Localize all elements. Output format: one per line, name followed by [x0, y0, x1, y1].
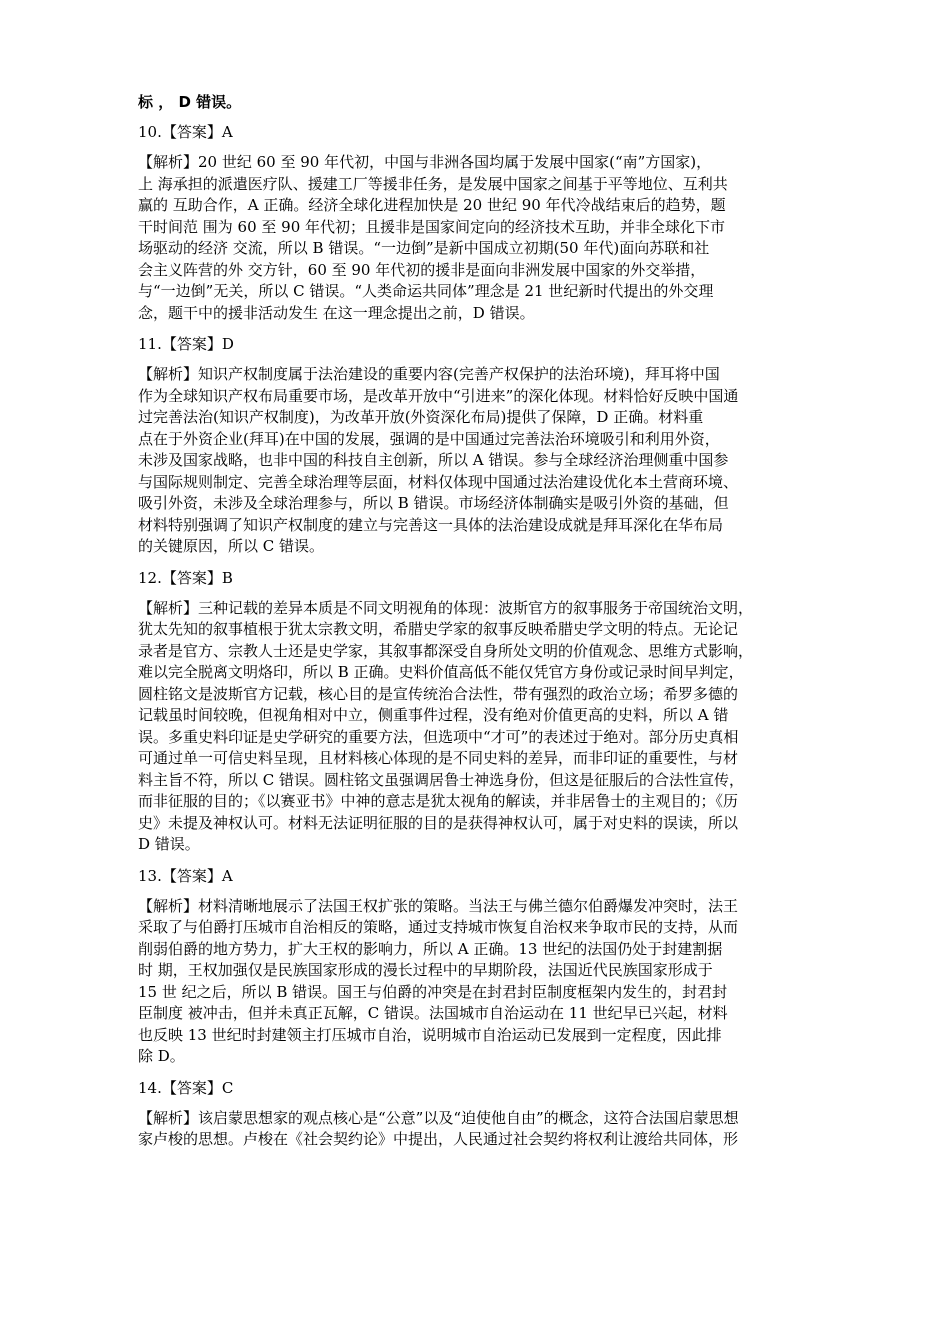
text-line: 会主义阵营的外 交方针，60 至 90 年代初的援非是面向非洲发展中国家的外交举措，: [138, 260, 706, 279]
text-line: 而非征服的目的；《以赛亚书》中神的意志是犹太视角的解读，并非居鲁士的主观目的；《历: [138, 792, 739, 810]
answer-heading: 11.【答案】D: [138, 335, 234, 353]
text-line: 录者是官方、宗教人士还是史学家，其叙事都深受自身所处文明的价值观念、思维方式影响，: [138, 641, 754, 660]
analysis-paragraph: [138, 598, 814, 856]
text-line: 过完善法治(知识产权制度)，为改革开放(外资深化布局)提供了保障，D 正确。材料重: [138, 408, 704, 426]
text-line: D 错误。: [138, 835, 200, 853]
text-line: 与“一边倒”无关，所以 C 错误。“人类命运共同体”理念是 21 世纪新时代提出的外交理: [138, 282, 714, 300]
text-line: 犹太先知的叙事植根于犹太宗教文明，希腊史学家的叙事反映希腊史学文明的特点。无论记: [138, 620, 739, 638]
text-line: 15 世 纪之后，所以 B 错误。国王与伯爵的冲突是在封君封臣制度框架内发生的，封君封: [138, 982, 728, 1001]
text-line: 【解析】三种记载的差异本质是不同文明视角的体现：波斯官方的叙事服务于帝国统治文明，: [138, 598, 754, 617]
analysis-paragraph: [138, 896, 814, 1068]
text-line: 【解析】该启蒙思想家的观点核心是“公意”以及“迫使他自由”的概念，这符合法国启蒙思想: [138, 1108, 739, 1127]
text-line: 上 海承担的派遣医疗队、援建工厂等援非任务，是发展中国家之间基于平等地位、互利共: [138, 174, 728, 193]
text-line: 赢的 互助合作，A 正确。经济全球化进程加快是 20 世纪 90 年代冷战结束后的趋势，题: [138, 196, 726, 214]
text-line: 材料特别强调了知识产权制度的建立与完善这一具体的法治建设成就是拜耳深化在华布局: [138, 515, 724, 534]
text-line: 也反映 13 世纪时封建领主打压城市自治，说明城市自治运动已发展到一定程度，因此排: [138, 1025, 722, 1044]
question-11: [138, 334, 814, 558]
text-line: 场驱动的经济 交流，所以 B 错误。“一边倒”是新中国成立初期(50 年代)面向苏联和社: [138, 239, 710, 257]
text-line: 史》未提及神权认可。材料无法证明征服的目的是获得神权认可，属于对史料的误读，所以: [138, 813, 739, 832]
text-line: 家卢梭的思想。卢梭在《社会契约论》中提出，人民通过社会契约将权利让渡给共同体，形: [138, 1130, 739, 1148]
text-line: 的关键原因，所以 C 错误。: [138, 537, 325, 555]
question-12: [138, 568, 814, 856]
text-line: 时 期，王权加强仅是民族国家形成的漫长过程中的早期阶段，法国近代民族国家形成于: [138, 961, 713, 979]
document-page: [138, 92, 814, 1161]
text-line: 与国际规则制定、完善全球治理等层面，材料仅体现中国通过法治建设优化本土营商环境、: [138, 472, 739, 491]
analysis-paragraph: [138, 1108, 814, 1151]
text-line: 念，题干中的援非活动发生 在这一理念提出之前，D 错误。: [138, 303, 535, 322]
answer-heading: 12.【答案】B: [138, 568, 233, 587]
text-line: 削弱伯爵的地方势力，扩大王权的影响力，所以 A 正确。13 世纪的法国仍处于封建割据: [138, 939, 723, 958]
question-10: [138, 122, 814, 324]
text-line: 误。多重史料印证是史学研究的重要方法，但选项中“才可”的表述过于绝对。部分历史真相: [138, 727, 739, 746]
analysis-paragraph: [138, 364, 814, 558]
text-line: 难以完全脱离文明烙印，所以 B 正确。史料价值高低不能仅凭官方身份或记录时间早判定，: [138, 663, 744, 681]
text-line: 记载虽时间较晚，但视角相对中立，侧重事件过程，没有绝对价值更高的史料，所以 A 错: [138, 706, 729, 724]
text-line: 采取了与伯爵打压城市自治相反的策略，通过支持城市恢复自治权来争取市民的支持，从而: [138, 918, 739, 936]
text-line: 干时间范 围为 60 至 90 年代初；且援非是国家间定向的经济技术互助，并非全球化下市: [138, 217, 726, 236]
text-line: 臣制度 被冲击，但并未真正瓦解，C 错误。法国城市自治运动在 11 世纪早已兴起，材料: [138, 1004, 728, 1022]
analysis-paragraph: [138, 152, 814, 324]
text-line: 【解析】20 世纪 60 至 90 年代初，中国与非洲各国均属于发展中国家(“南”方国家)，: [138, 153, 712, 171]
text-line: 【解析】材料清晰地展示了法国王权扩张的策略。当法王与佛兰德尔伯爵爆发冲突时，法王: [138, 896, 739, 915]
previous-answer-tail: 标 ， D 错误。: [138, 93, 242, 111]
text-line: 可通过单一可信史料呈现，且材料核心体现的是不同史料的差异，而非印证的重要性，与材: [138, 749, 739, 767]
text-line: 吸引外资，未涉及全球治理参与，所以 B 错误。市场经济体制确实是吸引外资的基础，但: [138, 494, 729, 512]
text-line: 点在于外资企业(拜耳)在中国的发展，强调的是中国通过完善法治环境吸引和利用外资，: [138, 429, 720, 448]
answer-heading: 14.【答案】C: [138, 1078, 234, 1097]
text-line: 未涉及国家战略，也非中国的科技自主创新，所以 A 错误。参与全球经济治理侧重中国参: [138, 451, 729, 469]
text-line: 除 D。: [138, 1047, 185, 1065]
text-line: 【解析】知识产权制度属于法治建设的重要内容(完善产权保护的法治环境)，拜耳将中国: [138, 365, 720, 383]
text-line: 料主旨不符，所以 C 错误。圆柱铭文虽强调居鲁士神选身份，但这是征服后的合法性宣传，: [138, 770, 745, 789]
answer-heading: 13.【答案】A: [138, 866, 233, 885]
question-13: [138, 866, 814, 1068]
text-line: 圆柱铭文是波斯官方记载，核心目的是宣传统治合法性，带有强烈的政治立场；希罗多德的: [138, 684, 739, 703]
answer-heading: 10.【答案】A: [138, 123, 233, 141]
text-line: 作为全球知识产权布局重要市场，是改革开放中“引进来”的深化体现。材料恰好反映中国通: [138, 386, 739, 405]
question-14: [138, 1078, 814, 1151]
